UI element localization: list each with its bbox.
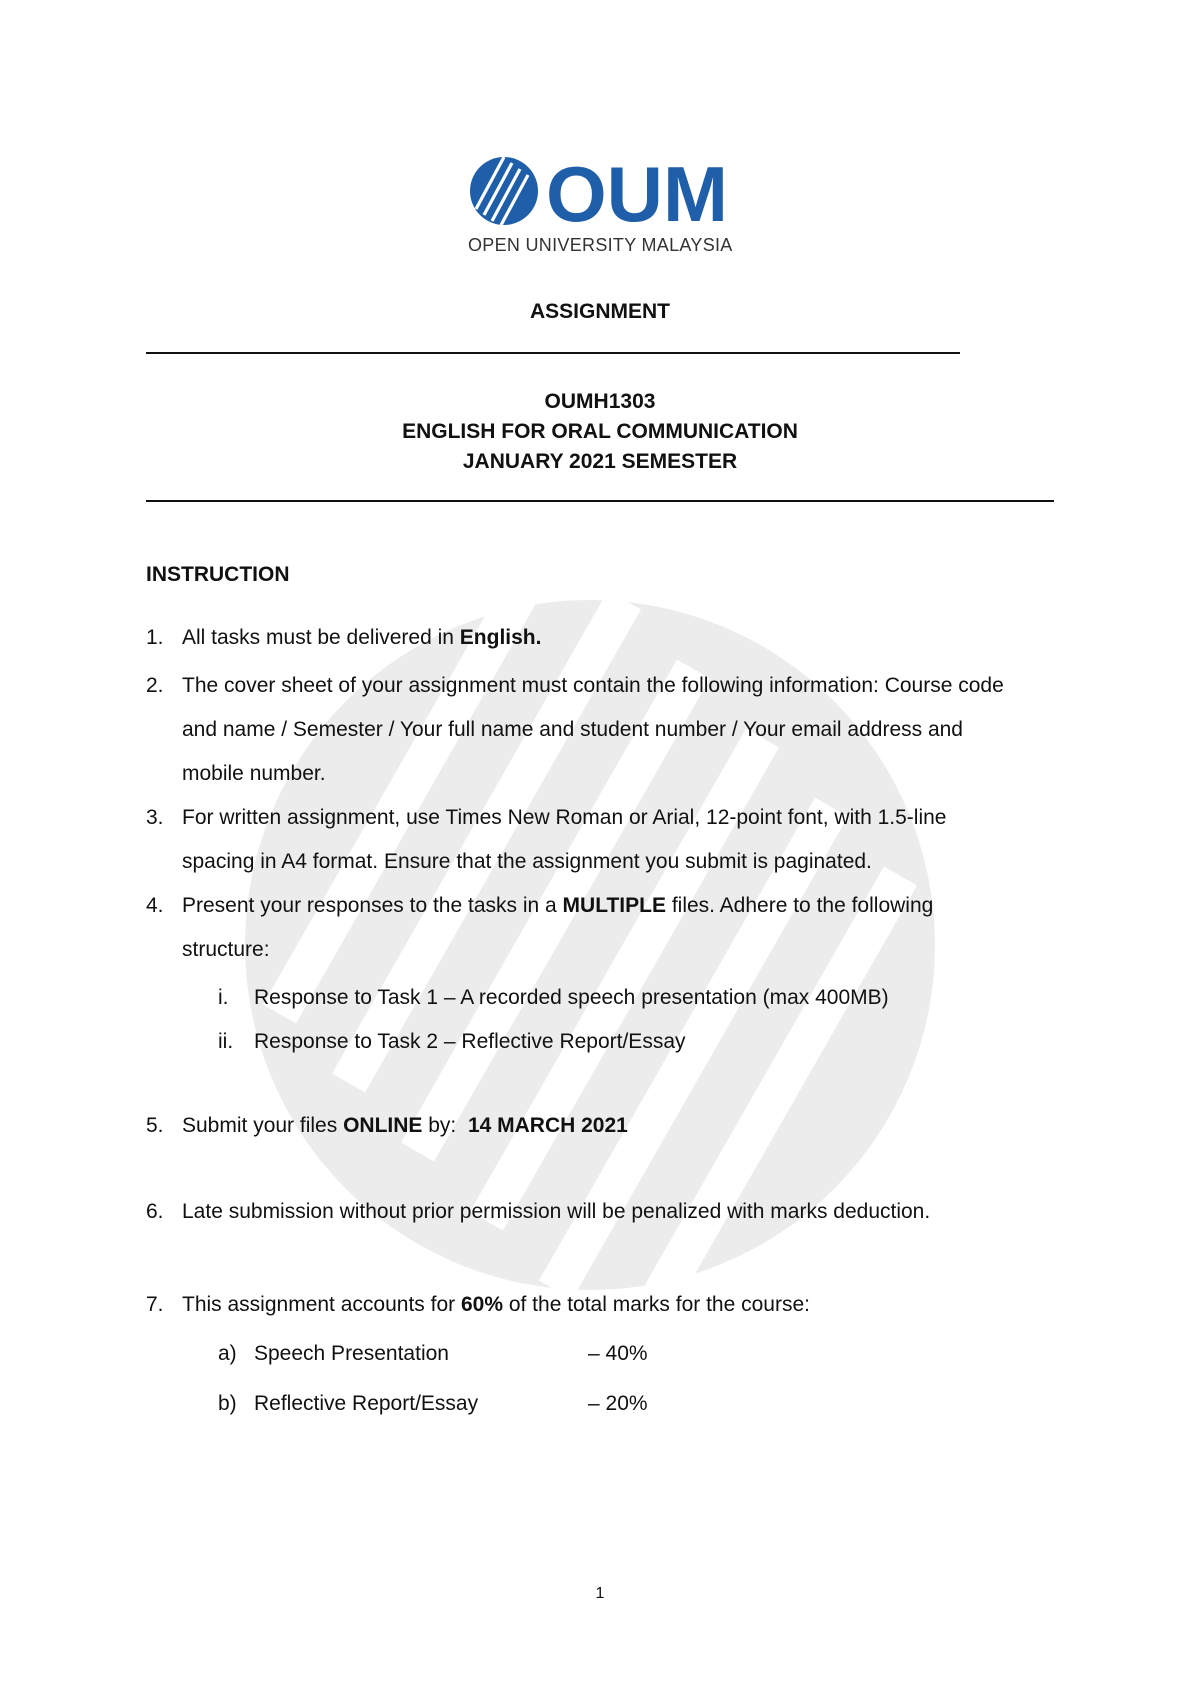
- item-text-line: mobile number.: [182, 762, 326, 785]
- item-number: 5.: [146, 1114, 164, 1137]
- item-text-line: The cover sheet of your assignment must contain the following information: Course code: [182, 674, 1004, 697]
- item-text-line: spacing in A4 format. Ensure that the assignment you submit is paginated.: [182, 850, 872, 873]
- header-divider: [146, 500, 1054, 502]
- logo-mark: OUM: [546, 155, 728, 235]
- title-divider: [146, 352, 960, 354]
- item-text: Submit your files: [182, 1114, 344, 1137]
- item-number: 6.: [146, 1200, 164, 1223]
- item-text: of the total marks for the course:: [503, 1293, 810, 1316]
- item-text: Late submission without prior permission will be penalized with marks deduction.: [182, 1200, 931, 1223]
- oum-logo: [468, 155, 740, 265]
- semester: JANUARY 2021 SEMESTER: [462, 450, 738, 473]
- item-bold-text: 60%: [460, 1293, 503, 1316]
- item-number: 1.: [146, 626, 164, 649]
- item-bold-text: English.: [459, 626, 542, 649]
- item-text-line: structure:: [182, 938, 270, 961]
- item-text: This assignment accounts for: [182, 1293, 461, 1316]
- item-text-line: For written assignment, use Times New Roman or Arial, 12-point font, with 1.5-line: [182, 806, 947, 829]
- item-text: by:: [422, 1114, 468, 1137]
- sub-item-text: Response to Task 1 – A recorded speech presentation (max 400MB): [254, 986, 889, 1009]
- page-number: 1: [595, 1585, 605, 1602]
- deadline-date: 14 MARCH 2021: [467, 1114, 628, 1137]
- item-number: 2.: [146, 674, 164, 697]
- item-text: Present your responses to the tasks in a: [182, 894, 563, 917]
- sub-item-text: Speech Presentation: [254, 1342, 449, 1365]
- sub-item-text: Reflective Report/Essay: [254, 1392, 479, 1415]
- sub-item-number: ii.: [218, 1030, 234, 1053]
- instruction-heading: INSTRUCTION: [146, 563, 290, 586]
- item-bold-text: ONLINE: [343, 1114, 423, 1137]
- sub-item-number: a): [218, 1342, 237, 1365]
- sub-item-text: Response to Task 2 – Reflective Report/Essay: [254, 1030, 686, 1053]
- item-number: 3.: [146, 806, 164, 829]
- item-number: 7.: [146, 1293, 164, 1316]
- item-text: All tasks must be delivered in: [182, 626, 460, 649]
- assignment-title: ASSIGNMENT: [529, 300, 670, 323]
- item-text-line: and name / Semester / Your full name and student number / Your email address and: [182, 718, 963, 741]
- item-bold-text: MULTIPLE: [562, 894, 666, 917]
- item-number: 4.: [146, 894, 164, 917]
- sub-item-number: i.: [218, 986, 229, 1009]
- logo-name: OPEN UNIVERSITY MALAYSIA: [468, 235, 733, 255]
- sub-item-number: b): [218, 1392, 237, 1415]
- course-code: OUMH1303: [544, 390, 656, 413]
- course-name: ENGLISH FOR ORAL COMMUNICATION: [402, 420, 798, 443]
- item-text: files. Adhere to the following: [665, 894, 934, 917]
- oum-logo-icon: [468, 155, 740, 235]
- sub-item-percent: – 40%: [588, 1342, 648, 1365]
- sub-item-percent: – 20%: [588, 1392, 648, 1415]
